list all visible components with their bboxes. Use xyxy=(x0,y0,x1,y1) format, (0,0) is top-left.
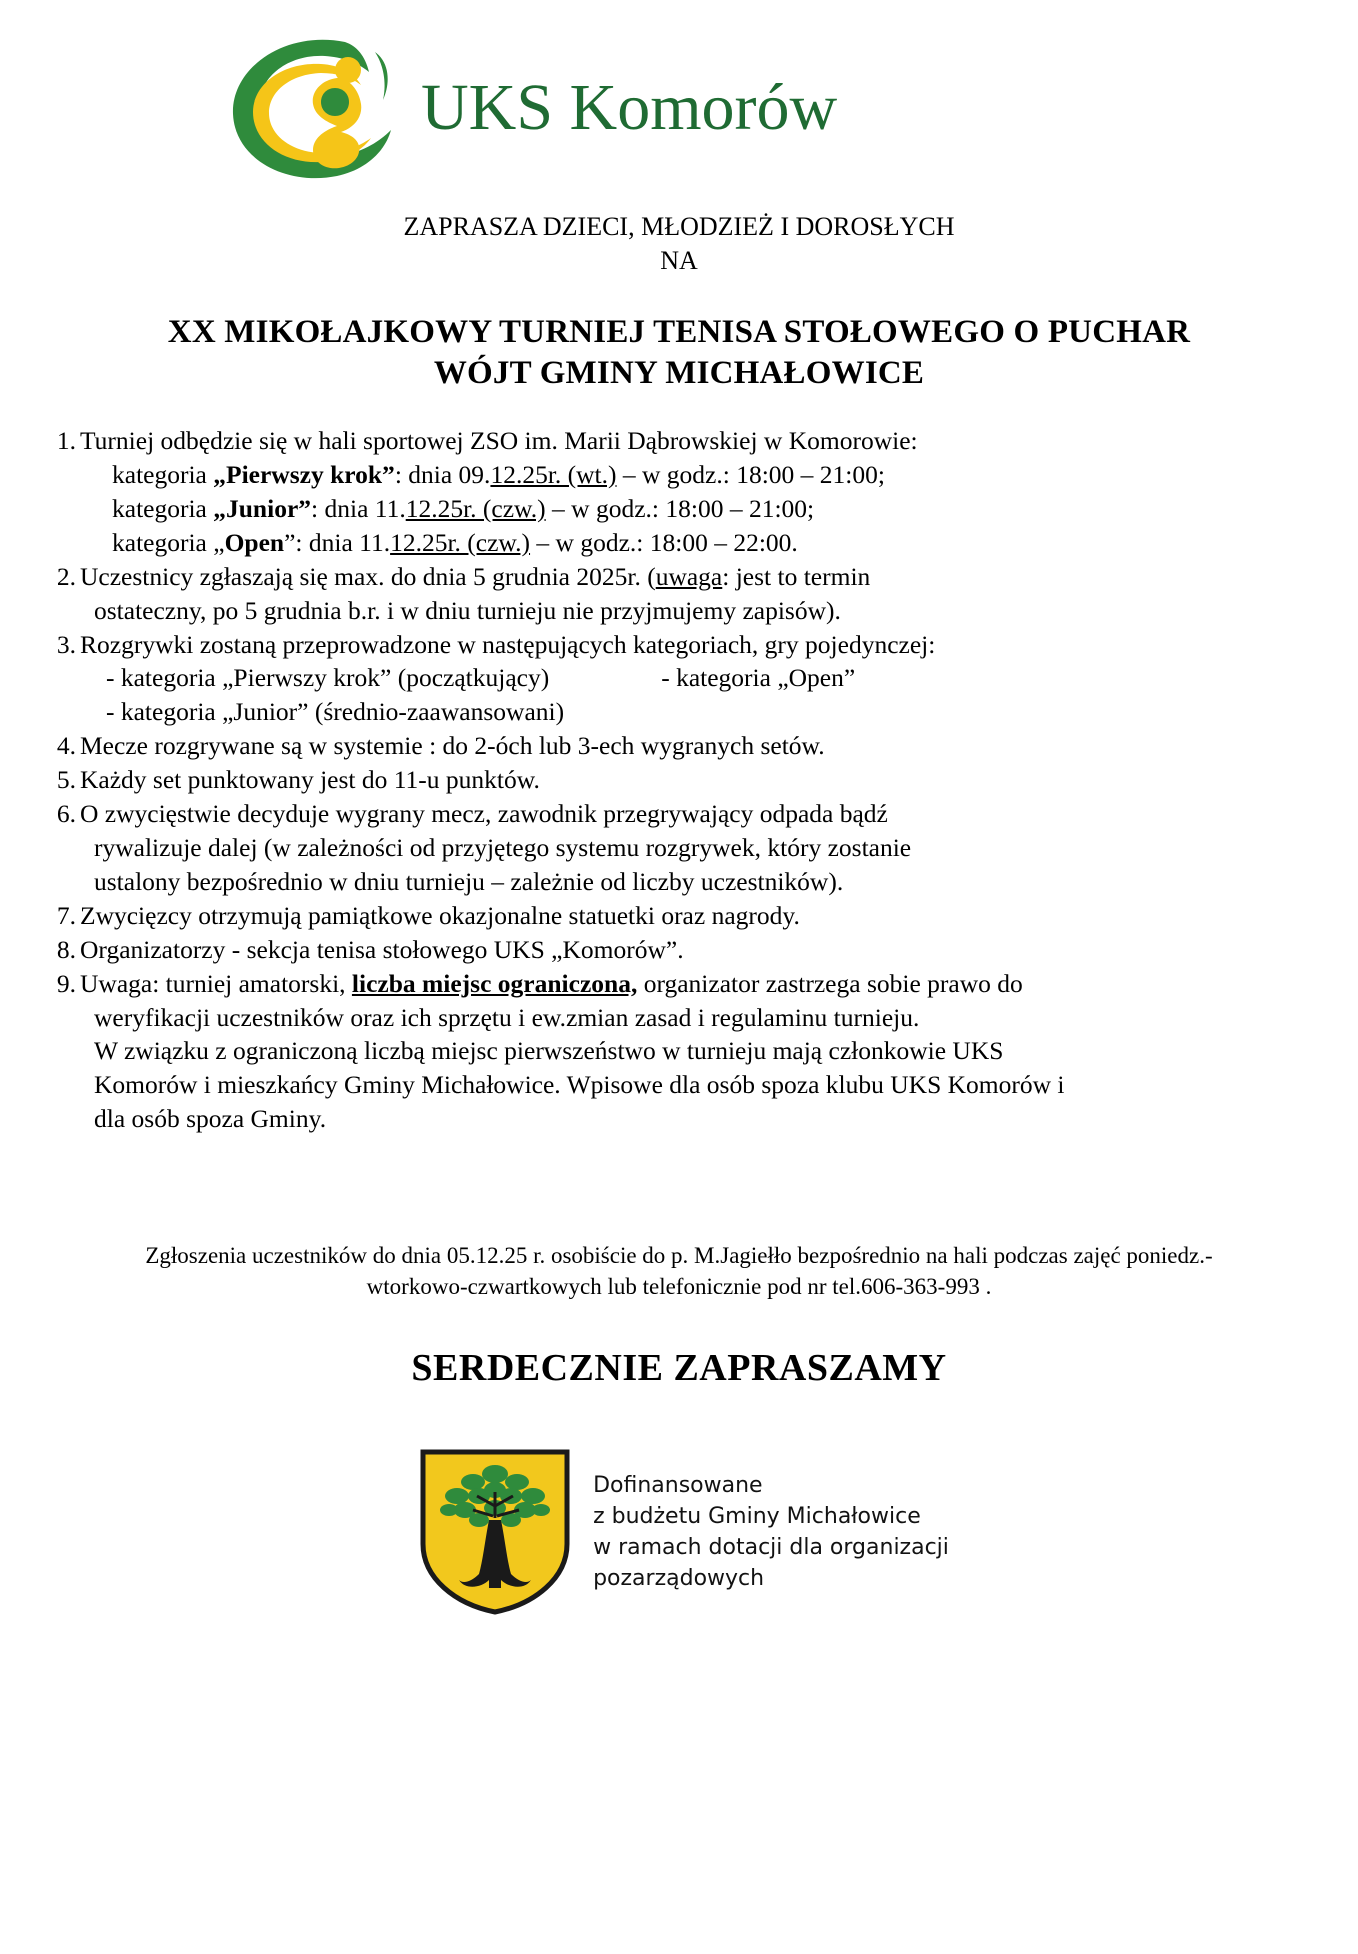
title-line-2: WÓJT GMINY MICHAŁOWICE xyxy=(433,354,925,391)
registration-note xyxy=(0,1240,1358,1302)
item-line xyxy=(80,526,1318,560)
item-number: 4. xyxy=(56,731,76,761)
item-number: 6. xyxy=(56,799,76,829)
item-line xyxy=(80,492,1318,526)
text-fragment: – w godz.: 18:00 – 22:00. xyxy=(530,527,798,557)
invite-line-2: NA xyxy=(660,245,698,275)
text-fragment-bold-underline: liczba miejsc ograniczona, xyxy=(351,968,638,998)
item-number: 1. xyxy=(56,426,76,456)
rules-list xyxy=(0,424,1358,1136)
item-line: Rozgrywki zostaną przeprowadzone w następujących kategoriach, gry pojedynczej: xyxy=(80,629,936,659)
text-fragment-bold: „Junior” xyxy=(213,493,312,523)
list-item xyxy=(46,967,1318,1137)
list-item xyxy=(46,628,1318,730)
item-line: O zwycięstwie decyduje wygrany mecz, zawodnik przegrywający odpada bądź xyxy=(80,799,888,829)
item-line xyxy=(80,661,1318,695)
title-line-1: XX MIKOŁAJKOWY TURNIEJ TENISA STOŁOWEGO O PUCHAR xyxy=(167,313,1191,350)
text-fragment-bold: „Pierwszy krok” xyxy=(213,460,395,489)
list-item xyxy=(46,899,1318,933)
list-item xyxy=(46,797,1318,899)
text-fragment: ”: dnia 11. xyxy=(284,527,391,557)
list-item xyxy=(46,424,1318,560)
text-fragment-underline: 12.25r. (czw.) xyxy=(405,493,546,523)
text-fragment: organizator zastrzega sobie prawo do xyxy=(637,968,1023,998)
list-item xyxy=(46,729,1318,763)
item-line: - kategoria „Junior” (średnio-zaawansowani) xyxy=(106,697,565,727)
text-fragment: : jest to termin xyxy=(722,561,871,591)
text-fragment: : dnia 09. xyxy=(394,460,491,489)
invitation-lines xyxy=(0,210,1358,278)
gmina-michalowice-crest-icon xyxy=(419,1448,571,1616)
text-fragment: – w godz.: 18:00 – 21:00; xyxy=(545,493,815,523)
item-number: 5. xyxy=(56,765,76,795)
text-fragment-underline: 12.25r. (czw.) xyxy=(390,527,531,557)
sponsor-block xyxy=(0,1448,1358,1616)
text-fragment: kategoria xyxy=(112,460,214,489)
item-line: ustalony bezpośrednio w dniu turnieju – zależnie od liczby uczestników). xyxy=(94,866,844,896)
text-fragment: Uwaga: turniej amatorski, xyxy=(80,968,352,998)
text-fragment: kategoria xyxy=(112,493,214,523)
item-line xyxy=(80,967,1318,1001)
note-line-2: wtorkowo-czwartkowych lub telefonicznie pod nr tel.606-363-993 . xyxy=(366,1274,992,1300)
list-item xyxy=(46,763,1318,797)
note-line-1: Zgłoszenia uczestników do dnia 05.12.25 r. osobiście do p. M.Jagiełło bezpośrednio na hali podczas zajęć poniedz.- xyxy=(145,1243,1213,1269)
item-line xyxy=(80,458,1318,492)
item-number: 7. xyxy=(56,900,76,930)
logo-text: UKS Komorów xyxy=(421,71,838,144)
poster-page xyxy=(0,34,1358,1954)
item-line: weryfikacji uczestników oraz ich sprzętu i ew.zmian zasad i regulaminu turnieju. xyxy=(94,1002,920,1032)
item-line: Zwycięzcy otrzymują pamiątkowe okazjonalne statuetki oraz nagrody. xyxy=(80,900,800,930)
list-item xyxy=(46,560,1318,628)
text-fragment: – w godz.: 18:00 – 21:00; xyxy=(616,460,885,489)
text-fragment: : dnia 11. xyxy=(311,493,406,523)
text-fragment: kategoria „ xyxy=(112,527,225,557)
item-line: Turniej odbędzie się w hali sportowej ZSO im. Marii Dąbrowskiej w Komorowie: xyxy=(80,426,918,456)
sponsor-text xyxy=(593,1470,949,1595)
sponsor-line-3: w ramach dotacji dla organizacji xyxy=(593,1535,949,1561)
page-title xyxy=(0,312,1358,395)
item-line: ostateczny, po 5 grudnia b.r. i w dniu turnieju nie przyjmujemy zapisów). xyxy=(94,595,841,625)
sponsor-line-2: z budżetu Gminy Michałowice xyxy=(593,1503,921,1529)
item-line: Mecze rozgrywane są w systemie : do 2-óch lub 3-ech wygranych setów. xyxy=(80,731,825,761)
item-number: 8. xyxy=(56,934,76,964)
item-line: Komorów i mieszkańcy Gminy Michałowice. Wpisowe dla osób spoza klubu UKS Komorów i xyxy=(94,1070,1065,1100)
item-line xyxy=(80,560,1318,594)
category-open: - kategoria „Open” xyxy=(661,663,856,693)
category-beginner: - kategoria „Pierwszy krok” (początkujący) xyxy=(106,663,550,693)
item-number: 2. xyxy=(56,561,76,591)
welcome-heading: SERDECZNIE ZAPRASZAMY xyxy=(411,1347,947,1390)
sponsor-line-1: Dofinansowane xyxy=(593,1472,763,1498)
invite-line-1: ZAPRASZA DZIECI, MŁODZIEŻ I DOROSŁYCH xyxy=(403,212,955,241)
item-line: rywalizuje dalej (w zależności od przyjętego systemu rozgrywek, który zostanie xyxy=(94,832,912,862)
text-fragment-bold: Open xyxy=(224,527,285,557)
item-line: Każdy set punktowany jest do 11-u punktów. xyxy=(80,765,540,795)
item-line: dla osób spoza Gminy. xyxy=(94,1104,327,1134)
list-item xyxy=(46,933,1318,967)
sponsor-line-4: pozarządowych xyxy=(593,1566,765,1592)
text-fragment: Uczestnicy zgłaszają się max. do dnia 5 grudnia 2025r. ( xyxy=(80,561,656,591)
item-line: W związku z ograniczoną liczbą miejsc pierwszeństwo w turnieju mają członkowie UKS xyxy=(94,1036,1004,1066)
logo-block xyxy=(0,34,1358,182)
text-fragment-underline: 12.25r. (wt.) xyxy=(490,460,617,489)
item-number: 3. xyxy=(56,629,76,659)
uks-komorow-logo-icon xyxy=(225,34,415,182)
item-number: 9. xyxy=(56,968,76,998)
item-line: Organizatorzy - sekcja tenisa stołowego UKS „Komorów”. xyxy=(80,934,684,964)
text-fragment-underline: uwaga xyxy=(655,561,723,591)
